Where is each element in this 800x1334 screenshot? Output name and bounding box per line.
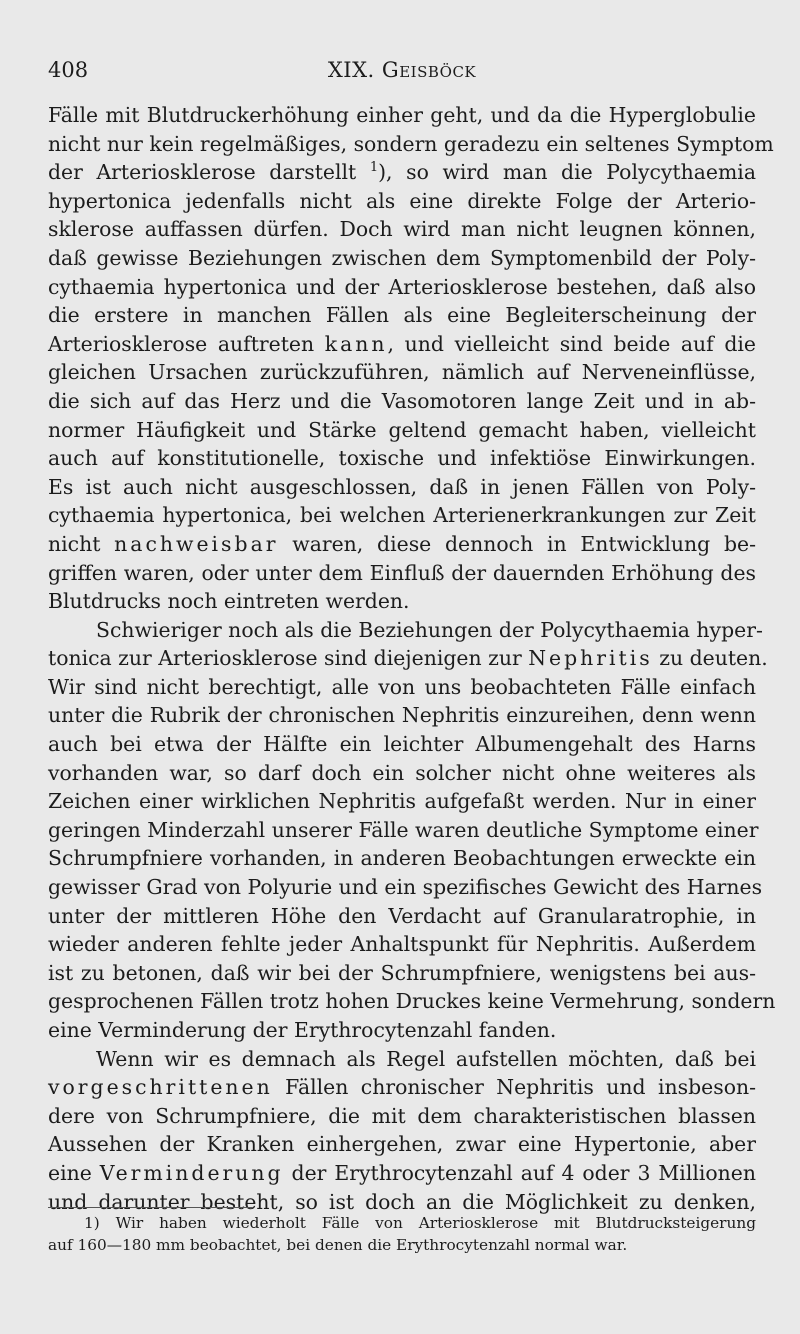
text-line: Zeichen einer wirklichen Nephritis aufgefaßt werden. Nur in einer <box>48 789 756 814</box>
text-run: zu deuten. <box>652 646 768 671</box>
emphasis-text: Nephritis <box>528 646 653 671</box>
running-head <box>48 58 756 82</box>
emphasis-text: nachweisbar <box>114 531 279 556</box>
text-line: gesprochenen Fällen trotz hohen Druckes keine Vermehrung, sondern <box>48 989 776 1014</box>
text-line: auch auf konstitutionelle, toxische und infektiöse Einwirkungen. <box>48 446 756 471</box>
text-run: der Arteriosklerose darstellt <box>48 160 357 185</box>
text-line: cythaemia hypertonica, bei welchen Arterienerkrankungen zur Zeit <box>48 503 756 528</box>
text-line: unter der mittleren Höhe den Verdacht auf Granularatrophie, in <box>48 903 756 928</box>
text-run: eine <box>48 1160 100 1185</box>
text-run: ), so wird man die Polycythaemia <box>378 160 756 185</box>
text-run: , und vielleicht sind beide auf die <box>387 331 756 356</box>
text-line: und darunter besteht, so ist doch an die Möglichkeit zu denken, <box>48 1189 756 1214</box>
text-line <box>48 1073 756 1102</box>
text-run: Fällen chronischer Nephritis und insbeson- <box>272 1075 756 1100</box>
text-run: der Erythrocytenzahl auf 4 oder 3 Millionen <box>283 1160 756 1185</box>
text-run: waren, diese dennoch in Entwicklung be- <box>278 531 756 556</box>
text-line <box>48 158 756 187</box>
footnote <box>48 1213 756 1256</box>
text-run: nicht <box>48 531 115 556</box>
text-line <box>48 1159 756 1188</box>
chapter-number: XIX. <box>327 58 375 82</box>
text-line: cythaemia hypertonica und der Arteriosklerose bestehen, daß also <box>48 274 756 299</box>
text-line: die erstere in manchen Fällen als eine Begleiterscheinung der <box>48 303 756 328</box>
page-number: 408 <box>48 58 89 82</box>
footnote-line: auf 160—180 mm beobachtet, bei denen die Erythrocytenzahl normal war. <box>48 1235 628 1254</box>
text-line: Wir sind nicht berechtigt, alle von uns beobachteten Fälle einfach <box>48 674 756 699</box>
text-line: sklerose auffassen dürfen. Doch wird man nicht leugnen können, <box>48 217 756 242</box>
text-run: tonica zur Arteriosklerose sind diejenigen zur <box>48 646 529 671</box>
emphasis-text: vorgeschrittenen <box>48 1075 273 1100</box>
text-run: Arteriosklerose auftreten <box>48 331 325 356</box>
text-line: auch bei etwa der Hälfte ein leichter Albumengehalt des Harns <box>48 732 756 757</box>
text-line <box>48 530 756 559</box>
text-line: nicht nur kein regelmäßiges, sondern geradezu ein seltenes Symptom <box>48 131 774 156</box>
text-line: Schwieriger noch als die Beziehungen der Polycythaemia hyper- <box>96 617 763 642</box>
text-line: geringen Minderzahl unserer Fälle waren deutliche Symptome einer <box>48 817 759 842</box>
text-line: griffen waren, oder unter dem Einfluß der dauernden Erhöhung des <box>48 560 756 585</box>
text-line: unter die Rubrik der chronischen Nephritis einzureihen, denn wenn <box>48 703 756 728</box>
footnote-marker: 1 <box>369 160 379 176</box>
text-line: gleichen Ursachen zurückzuführen, nämlich auf Nerveneinflüsse, <box>48 360 756 385</box>
emphasis-text: kann <box>324 331 388 356</box>
text-line: Es ist auch nicht ausgeschlossen, daß in jenen Fällen von Poly- <box>48 474 756 499</box>
text-line <box>48 644 768 673</box>
text-line: hypertonica jedenfalls nicht als eine direkte Folge der Arterio- <box>48 188 756 213</box>
text-line: Schrumpfniere vorhanden, in anderen Beobachtungen erweckte ein <box>48 846 756 871</box>
text-line: Wenn wir es demnach als Regel aufstellen möchten, daß bei <box>96 1046 756 1071</box>
text-line: dere von Schrumpfniere, die mit dem charakteristischen blassen <box>48 1103 756 1128</box>
text-line: daß gewisse Beziehungen zwischen dem Symptomenbild der Poly- <box>48 245 756 270</box>
footnote-divider <box>48 1207 253 1208</box>
text-line: ist zu betonen, daß wir bei der Schrumpfniere, wenigstens bei aus- <box>48 960 756 985</box>
text-line: wieder anderen fehlte jeder Anhaltspunkt für Nephritis. Außerdem <box>48 932 756 957</box>
text-line: Blutdrucks noch eintreten werden. <box>48 589 410 614</box>
text-line: eine Verminderung der Erythrocytenzahl fanden. <box>48 1018 557 1042</box>
footnote-line: 1) Wir haben wiederholt Fälle von Arteriosklerose mit Blutdrucksteigerung <box>84 1214 756 1232</box>
text-line: die sich auf das Herz und die Vasomotoren lange Zeit und in ab- <box>48 388 756 413</box>
text-line <box>48 330 756 359</box>
text-line: Fälle mit Blutdruckerhöhung einher geht, und da die Hyperglobulie <box>48 103 756 127</box>
chapter-author: Geisböck <box>381 58 477 82</box>
text-line: vorhanden war, so darf doch ein solcher nicht ohne weiteres als <box>48 760 756 785</box>
text-line: gewisser Grad von Polyurie und ein spezifisches Gewicht des Harnes <box>48 875 763 900</box>
text-line: normer Häufigkeit und Stärke geltend gemacht haben, vielleicht <box>48 417 756 442</box>
emphasis-text: Verminderung <box>99 1160 284 1185</box>
page-header <box>48 58 756 88</box>
text-line: Aussehen der Kranken einhergehen, zwar eine Hypertonie, aber <box>48 1132 756 1157</box>
body-text <box>48 101 776 1216</box>
